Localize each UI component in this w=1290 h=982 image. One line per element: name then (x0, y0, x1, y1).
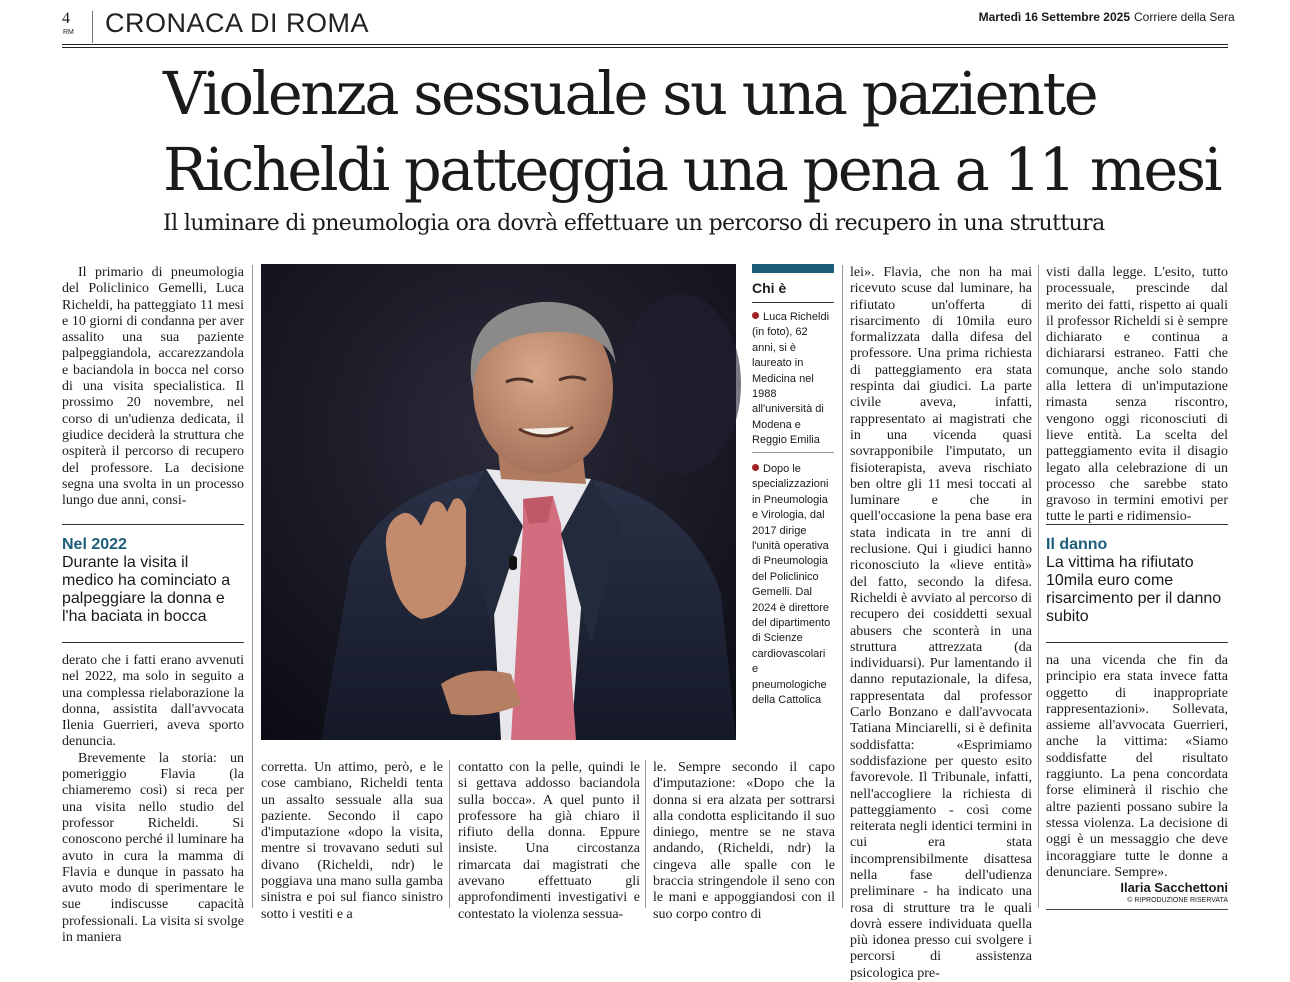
portrait-illustration (261, 264, 736, 740)
sidebar-divider (752, 452, 834, 453)
article-column-6-bottom (1046, 653, 1228, 888)
sidebar-title: Chi è (752, 280, 787, 296)
article-column-1-bottom (62, 653, 244, 946)
column-divider (842, 265, 843, 908)
callout-nel-2022 (62, 520, 244, 626)
article-column-6-top (1046, 265, 1228, 525)
article-column-3 (458, 760, 640, 922)
paragraph: Il primario di pneumologia del Policlinico Gemelli, Luca Richeldi, ha patteggiato 11 mesi e 10 giorni di condanna per aver assalito una sua paziente palpeggiandola, accarezzandola e baciandola in bocca nel corso di una visita specialistica. Il prossimo 20 novembre, nel corso di un'udienza dedicata, il giudice deciderà la struttura che ospiterà il percorso di recupero del professore. La decisione segna una svolta in un processo lungo due anni, consi- (62, 265, 244, 509)
sidebar-chi-e (752, 264, 834, 742)
bullet-icon (752, 312, 759, 319)
subheadline: Il luminare di pneumologia ora dovrà effettuare un percorso di recupero in una struttura (163, 211, 1105, 236)
article-column-5 (850, 265, 1032, 981)
article-column-1-top (62, 265, 244, 510)
sidebar-accent-bar (752, 264, 834, 273)
callout-text: Durante la visita il medico ha cominciato a palpeggiare la donna e l'ha baciata in bocca (62, 554, 231, 625)
column-divider (252, 265, 253, 908)
paragraph: corretta. Un attimo, però, e le cose cambiano, Richeldi tenta un assalto sessuale alla sua paziente. Secondo il capo d'imputazione «dopo la visita, mentre si trovavano seduti sul divano (Richeldi, ndr) le poggiava una mano sulla gamba sinistra e poi sul fianco sinistro sotto i vestiti e a (261, 760, 443, 922)
column-divider (645, 760, 646, 908)
article-column-4 (653, 760, 835, 922)
header-rule (62, 44, 1228, 45)
issue-date: Martedì 16 Settembre 2025 (978, 10, 1130, 24)
paragraph: lei». Flavia, che non ha mai ricevuto scuse dal luminare, ha rifiutato un'offerta di risarcimento di 10mila euro formalizzata dalla difesa del professore. Una prima richiesta di patteggiamento era stata respinta dai giudici. La parte civile aveva, infatti, rappresentato ai magistrati che in una vicenda quasi sovrapponibile l'imputato, un fisioterapista, aveva rischiato ben oltre gli 11 mesi toccati al luminare e che in quell'occasione la pena base era stata indicata in tre anni di reclusione. Qui i giudici hanno riconosciuto la «lieve entità» del fatto, secondo la difesa. Richeldi è avviato al percorso di recupero dei cosiddetti sexual abusers che sconterà in una struttura attrezzata (da individuarsi). Pur lamentando il danno reputazionale, la difesa, rappresentata dal professor Carlo Bonzano e dall'avvocata Tatiana Minciarelli, si è definita soddisfatta: «Esprimiamo soddisfazione per questo esito favorevole. Il Tribunale, infatti, nell'accogliere la richiesta di patteggiamento - così come reiterata negli identici termini in cui era stata incomprensibilmente disattesa nella fase dell'udienza preliminare - ha indicato una rosa di strutture tra le quali dovrà essere individuata quella più idonea presso cui svolgere i percorsi di assistenza psicologica pre- (850, 265, 1032, 981)
paragraph: visti dalla legge. L'esito, tutto processuale, prescinde dal merito dei fatti, rispetto ai quali il professor Richeldi si è sempre dichiarato e continua a dichiararsi estraneo. Fatti che comunque, anche solo stando alla lettera di un'imputazione rimasta senza riscontro, vengono oggi riconosciuti di lieve entità. La scelta del patteggiamento evita il disagio legato alla celebrazione di un processo che sarebbe stato gravoso in termini emotivi per tutte le parti e ridimensio- (1046, 265, 1228, 525)
callout-il-danno (1046, 520, 1228, 626)
sidebar-item-text: Luca Richeldi (in foto), 62 anni, si è laureato in Medicina nel 1988 all'università di Modena e Reggio Emilia (752, 311, 830, 447)
callout-heading: Nel 2022 (62, 536, 127, 553)
callout-rule (1046, 642, 1228, 643)
sidebar-item (752, 310, 834, 449)
page-number: 4 (62, 10, 70, 27)
sidebar-item (752, 462, 834, 709)
callout-text: La vittima ha rifiutato 10mila euro come risarcimento per il danno subito (1046, 554, 1222, 625)
newspaper-name: Corriere della Sera (1134, 10, 1235, 24)
callout-heading: Il danno (1046, 536, 1108, 553)
bottom-rule (1046, 909, 1228, 910)
paragraph: contatto con la pelle, quindi le si gettava addosso baciandola sulla bocca». A quel punto il professore ha già chiaro il rifiuto della donna. Eppure insiste. Una circostanza rimarcata dai magistrati che avevano effettuato gli approfondimenti investigativi e contestato la violenza sessua- (458, 760, 640, 922)
page-edition: RM (63, 29, 74, 36)
paragraph: na una vicenda che fin da principio era stata invece fatta oggetto di inappropriate rappresentazioni». Sollevata, assieme all'avvocata Guerrieri, anche la vittima: «Siamo soddisfatte del risultato raggiunto. La pena concordata forse eliminerà il rischio che altre pazienti possano subire la stessa violenza. La decisione di oggi è un messaggio che deve incoraggiare tutte le donne a denunciare. Sempre». (1046, 653, 1228, 880)
section-title: CRONACA DI ROMA (105, 8, 370, 38)
column-divider (449, 760, 450, 908)
header-rule (62, 47, 1228, 48)
sidebar-item-text: Dopo le specializzazioni in Pneumologia e Virologia, dal 2017 dirige l'unità operativa di Pneumologia del Policlinico Gemelli. Dal 2024 è direttore del dipartimento di Scienze cardiovascolari e pneumologiche della Cattolica (752, 463, 831, 707)
portrait-photo (261, 264, 736, 740)
copyright-notice: © RIPRODUZIONE RISERVATA (1127, 897, 1228, 904)
headline-line-1: Violenza sessuale su una paziente (163, 59, 1097, 128)
sidebar-rule (752, 302, 834, 303)
article-column-2 (261, 760, 443, 922)
paragraph: le. Sempre secondo il capo d'imputazione: «Dopo che la donna si era alzata per sottrarsi alla condotta esplicitando il suo diniego, mentre se ne stava andando, (Richeldi, ndr) la cingeva alle spalle con le braccia stringendole il seno con le mani e appoggiandosi con il suo corpo contro di (653, 760, 835, 922)
bullet-icon (752, 464, 759, 471)
paragraph: Brevemente la storia: un pomeriggio Flavia (la chiameremo così) si reca per una visita nello studio del professor Richeldi. Si conoscono perché il luminare ha avuto in cura la mamma di Flavia e dunque in passato ha avuto modo di sperimentare le sue indiscusse capacità professionali. La visita si svolge in maniera (62, 750, 244, 946)
byline: Ilaria Sacchettoni (1120, 880, 1228, 895)
column-divider (1038, 265, 1039, 908)
paragraph: derato che i fatti erano avvenuti nel 2022, ma solo in seguito a una complessa rielaborazione la donna, assistita dall'avvocata Ilenia Guerrieri, aveva sporto denuncia. (62, 653, 244, 750)
header-divider (92, 11, 93, 43)
callout-rule (62, 642, 244, 643)
headline-line-2: Richeldi patteggia una pena a 11 mesi (163, 135, 1220, 204)
